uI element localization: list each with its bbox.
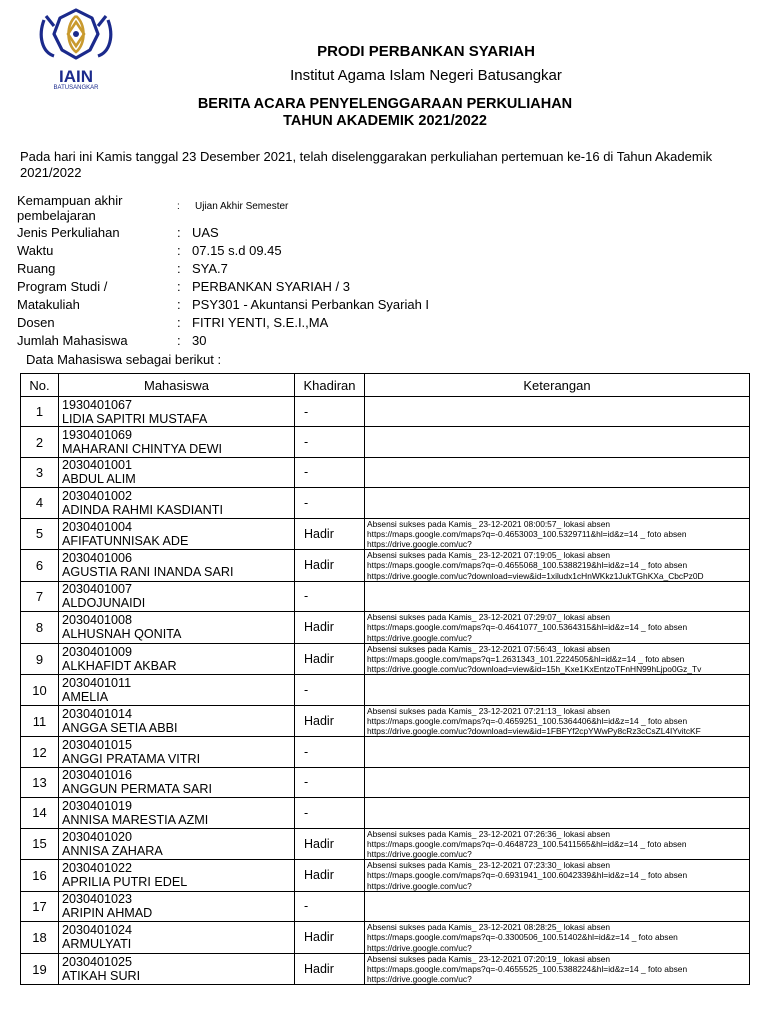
student-cell — [59, 550, 295, 582]
info-label: Dosen — [17, 315, 55, 330]
row-number: 19 — [21, 953, 59, 985]
attendance-table — [20, 373, 750, 985]
student-name: ANNISA MARESTIA AZMI — [62, 812, 209, 827]
table-header-row — [21, 374, 750, 397]
info-label: Waktu — [17, 243, 54, 258]
keterangan-cell — [365, 860, 750, 892]
student-cell — [59, 767, 295, 797]
table-row — [21, 675, 750, 705]
info-value: SYA.7 — [192, 261, 228, 276]
info-label: Program Studi / — [17, 279, 108, 294]
student-cell — [59, 860, 295, 892]
row-number: 14 — [21, 798, 59, 828]
attendance-status: Hadir — [295, 953, 365, 985]
student-name: ANNISA ZAHARA — [62, 843, 163, 858]
student-name: AFIFATUNNISAK ADE — [62, 533, 189, 548]
attendance-status: - — [295, 767, 365, 797]
keterangan-cell — [365, 767, 750, 797]
row-number: 18 — [21, 922, 59, 954]
info-colon: : — [177, 315, 181, 330]
attendance-status: - — [295, 457, 365, 487]
student-name: ALDOJUNAIDI — [62, 596, 146, 611]
keterangan-cell — [365, 581, 750, 611]
keterangan-cell — [365, 798, 750, 828]
row-number: 1 — [21, 397, 59, 427]
keterangan-cell — [365, 488, 750, 518]
keterangan-line: https://maps.google.com/maps?q=-0.4641077_100.5364315&hl=id&z=14 _ foto absen — [367, 622, 688, 633]
keterangan-cell — [365, 675, 750, 705]
keterangan-cell — [365, 550, 750, 582]
row-number: 9 — [21, 643, 59, 675]
info-colon: : — [177, 297, 181, 312]
info-value: PERBANKAN SYARIAH / 3 — [192, 279, 350, 294]
table-row — [21, 737, 750, 767]
student-cell — [59, 612, 295, 644]
student-nim: 1930401067 — [62, 397, 133, 412]
attendance-status: - — [295, 891, 365, 921]
info-colon: : — [177, 225, 181, 240]
keterangan-cell — [365, 427, 750, 457]
attendance-status: Hadir — [295, 518, 365, 550]
info-label: Matakuliah — [17, 297, 80, 312]
info-value: FITRI YENTI, S.E.I.,MA — [192, 315, 329, 330]
info-value: 30 — [192, 333, 207, 348]
student-cell — [59, 643, 295, 675]
student-nim: 2030401024 — [62, 923, 133, 938]
student-name: ABDUL ALIM — [62, 472, 136, 487]
attendance-status: - — [295, 798, 365, 828]
attendance-status: - — [295, 427, 365, 457]
institution-name: Institut Agama Islam Negeri Batusangkar — [290, 67, 562, 84]
student-nim: 2030401015 — [62, 738, 133, 753]
student-cell — [59, 518, 295, 550]
table-row — [21, 798, 750, 828]
document-title — [150, 96, 620, 130]
keterangan-line: https://maps.google.com/maps?q=-0.4655068_100.5388219&hl=id&z=14 _ foto absen — [367, 560, 688, 571]
student-nim: 2030401022 — [62, 861, 133, 876]
keterangan-line: Absensi sukses pada Kamis_ 23-12-2021 07:56:43_ lokasi absen — [367, 643, 611, 654]
student-name: AGUSTIA RANI INANDA SARI — [62, 565, 234, 580]
info-colon: : — [177, 333, 181, 348]
student-name: AMELIA — [62, 690, 109, 705]
student-name: ARIPIN AHMAD — [62, 906, 153, 921]
keterangan-line: https://maps.google.com/maps?q=-0.3300506_100.51402&hl=id&z=14 _ foto absen — [367, 932, 678, 943]
info-value: UAS — [192, 225, 219, 240]
table-row — [21, 397, 750, 427]
info-colon: : — [177, 261, 181, 276]
row-number: 3 — [21, 457, 59, 487]
attendance-status: Hadir — [295, 550, 365, 582]
info-value: Ujian Akhir Semester — [195, 201, 289, 212]
student-nim: 2030401007 — [62, 582, 133, 597]
logo-subtext: BATUSANGKAR — [53, 85, 99, 90]
student-nim: 2030401001 — [62, 458, 133, 473]
header-mahasiswa: Mahasiswa — [59, 374, 295, 397]
student-cell — [59, 828, 295, 860]
row-number: 15 — [21, 828, 59, 860]
keterangan-line: https://maps.google.com/maps?q=-0.4653003_100.5329711&hl=id&z=14 _ foto absen — [367, 528, 687, 539]
table-row — [21, 953, 750, 985]
student-name: MAHARANI CHINTYA DEWI — [62, 442, 222, 457]
row-number: 12 — [21, 737, 59, 767]
info-value: PSY301 - Akuntansi Perbankan Syariah I — [192, 297, 430, 312]
student-nim: 2030401020 — [62, 829, 133, 844]
student-name: ALKHAFIDT AKBAR — [62, 659, 177, 674]
keterangan-cell — [365, 612, 750, 644]
keterangan-line: https://maps.google.com/maps?q=-0.4655525_100.5388224&hl=id&z=14 _ foto absen — [367, 963, 688, 974]
table-row — [21, 828, 750, 860]
info-label: Jumlah Mahasiswa — [17, 333, 128, 348]
keterangan-line: https://drive.google.com/uc? — [367, 632, 472, 643]
info-colon: : — [177, 243, 181, 258]
keterangan-cell — [365, 457, 750, 487]
student-cell — [59, 457, 295, 487]
table-row — [21, 457, 750, 487]
attendance-status: Hadir — [295, 922, 365, 954]
info-colon: : — [177, 201, 180, 212]
row-number: 8 — [21, 612, 59, 644]
header-no: No. — [21, 374, 59, 397]
row-number: 17 — [21, 891, 59, 921]
attendance-status: - — [295, 737, 365, 767]
table-row — [21, 891, 750, 921]
student-nim: 2030401009 — [62, 645, 133, 660]
header-khadiran: Khadiran — [295, 374, 365, 397]
table-row — [21, 643, 750, 675]
keterangan-line: https://maps.google.com/maps?q=1.2631343_101.2224505&hl=id&z=14 _ foto absen — [367, 653, 685, 664]
row-number: 6 — [21, 550, 59, 582]
student-name: APRILIA PUTRI EDEL — [62, 875, 188, 890]
student-nim: 2030401008 — [62, 613, 133, 628]
row-number: 7 — [21, 581, 59, 611]
student-nim: 2030401006 — [62, 551, 133, 566]
attendance-status: Hadir — [295, 828, 365, 860]
prodi-heading: PRODI PERBANKAN SYARIAH — [317, 43, 535, 60]
keterangan-line: https://drive.google.com/uc?download=view&id=1xiludx1cHnWKkz1JukTGhKXa_CbcPz0D — [367, 570, 704, 581]
student-cell — [59, 798, 295, 828]
student-data-label: Data Mahasiswa sebagai berikut : — [26, 352, 222, 367]
keterangan-line: https://drive.google.com/uc? — [367, 848, 472, 859]
keterangan-line: https://maps.google.com/maps?q=-0.4648723_100.5411565&hl=id&z=14 _ foto absen — [367, 838, 687, 849]
table-row — [21, 581, 750, 611]
student-cell — [59, 922, 295, 954]
keterangan-cell — [365, 518, 750, 550]
student-nim: 2030401004 — [62, 519, 133, 534]
table-row — [21, 488, 750, 518]
title-line-2: TAHUN AKADEMIK 2021/2022 — [283, 113, 487, 129]
student-nim: 2030401023 — [62, 892, 133, 907]
keterangan-line: Absensi sukses pada Kamis_ 23-12-2021 07:21:13_ lokasi absen — [367, 705, 611, 716]
student-nim: 2030401016 — [62, 768, 133, 783]
keterangan-cell — [365, 828, 750, 860]
logo-text: IAIN — [59, 67, 93, 86]
table-row — [21, 922, 750, 954]
keterangan-line: https://drive.google.com/uc?download=view&id=15h_Kxe1KxEntzoTFnHN99hLjpo0Gz_Tv — [367, 664, 702, 675]
keterangan-line: https://drive.google.com/uc? — [367, 880, 472, 891]
row-number: 2 — [21, 427, 59, 457]
row-number: 5 — [21, 518, 59, 550]
table-row — [21, 705, 750, 737]
keterangan-line: https://maps.google.com/maps?q=-0.6931941_100.6042339&hl=id&z=14 _ foto absen — [367, 870, 688, 881]
table-row — [21, 767, 750, 797]
student-cell — [59, 397, 295, 427]
row-number: 11 — [21, 705, 59, 737]
table-row — [21, 612, 750, 644]
title-line-1: BERITA ACARA PENYELENGGARAAN PERKULIAHAN — [197, 96, 573, 112]
row-number: 16 — [21, 860, 59, 892]
student-nim: 2030401025 — [62, 955, 133, 970]
table-row — [21, 860, 750, 892]
student-nim: 2030401014 — [62, 707, 133, 722]
keterangan-line: https://drive.google.com/uc? — [367, 942, 472, 953]
attendance-status: - — [295, 488, 365, 518]
student-name: ANGGA SETIA ABBI — [62, 721, 178, 736]
attendance-status: - — [295, 581, 365, 611]
student-nim: 2030401002 — [62, 488, 133, 503]
keterangan-line: https://maps.google.com/maps?q=-0.4659251_100.5364406&hl=id&z=14 _ foto absen — [367, 715, 688, 726]
attendance-status: Hadir — [295, 643, 365, 675]
keterangan-line: Absensi sukses pada Kamis_ 23-12-2021 08:00:57_ lokasi absen — [367, 518, 611, 529]
keterangan-line: Absensi sukses pada Kamis_ 23-12-2021 08:28:25_ lokasi absen — [367, 922, 611, 933]
student-cell — [59, 581, 295, 611]
student-name: ANGGUN PERMATA SARI — [62, 782, 212, 797]
info-label: Jenis Perkuliahan — [17, 225, 120, 240]
keterangan-line: https://drive.google.com/uc? — [367, 538, 472, 549]
attendance-status: Hadir — [295, 705, 365, 737]
table-row — [21, 518, 750, 550]
keterangan-cell — [365, 891, 750, 921]
student-name: ALHUSNAH QONITA — [62, 627, 182, 642]
attendance-status: - — [295, 675, 365, 705]
keterangan-line: Absensi sukses pada Kamis_ 23-12-2021 07:19:05_ lokasi absen — [367, 550, 611, 561]
keterangan-cell — [365, 953, 750, 985]
row-number: 13 — [21, 767, 59, 797]
student-nim: 2030401019 — [62, 798, 133, 813]
info-label: Ruang — [17, 261, 56, 276]
attendance-status: Hadir — [295, 860, 365, 892]
attendance-status: - — [295, 397, 365, 427]
intro-paragraph: Pada hari ini Kamis tanggal 23 Desember 2021, telah diselenggarakan perkuliahan pertemuan ke-16 di Tahun Akademik 2021/2022 — [20, 149, 713, 180]
keterangan-cell — [365, 705, 750, 737]
table-row — [21, 427, 750, 457]
keterangan-cell — [365, 643, 750, 675]
keterangan-line: Absensi sukses pada Kamis_ 23-12-2021 07:26:36_ lokasi absen — [367, 828, 611, 839]
student-name: ATIKAH SURI — [62, 969, 141, 984]
student-name: ANGGI PRATAMA VITRI — [62, 752, 201, 767]
keterangan-line: https://drive.google.com/uc? — [367, 974, 472, 985]
keterangan-line: Absensi sukses pada Kamis_ 23-12-2021 07:20:19_ lokasi absen — [367, 953, 611, 964]
iain-logo — [36, 6, 116, 90]
student-nim: 2030401011 — [62, 676, 132, 691]
row-number: 10 — [21, 675, 59, 705]
student-cell — [59, 737, 295, 767]
info-label: Kemampuan akhir pembelajaran — [17, 193, 123, 223]
attendance-status: Hadir — [295, 612, 365, 644]
row-number: 4 — [21, 488, 59, 518]
info-colon: : — [177, 279, 181, 294]
keterangan-line: https://drive.google.com/uc?download=view&id=1FBFYf2cpYWwPy8cRz3cCsZL4IYvitcKF — [367, 726, 701, 737]
keterangan-cell — [365, 397, 750, 427]
keterangan-cell — [365, 922, 750, 954]
student-name: ARMULYATI — [62, 937, 132, 952]
student-name: ADINDA RAHMI KASDIANTI — [62, 502, 223, 517]
student-cell — [59, 427, 295, 457]
student-cell — [59, 705, 295, 737]
student-name: LIDIA SAPITRI MUSTAFA — [62, 411, 208, 426]
table-row — [21, 550, 750, 582]
student-cell — [59, 488, 295, 518]
student-cell — [59, 675, 295, 705]
student-cell — [59, 891, 295, 921]
keterangan-line: Absensi sukses pada Kamis_ 23-12-2021 07:23:30_ lokasi absen — [367, 860, 611, 871]
header-keterangan: Keterangan — [365, 374, 750, 397]
student-cell — [59, 953, 295, 985]
student-nim: 1930401069 — [62, 428, 133, 443]
info-value: 07.15 s.d 09.45 — [192, 243, 282, 258]
keterangan-cell — [365, 737, 750, 767]
keterangan-line: Absensi sukses pada Kamis_ 23-12-2021 07:29:07_ lokasi absen — [367, 612, 611, 623]
